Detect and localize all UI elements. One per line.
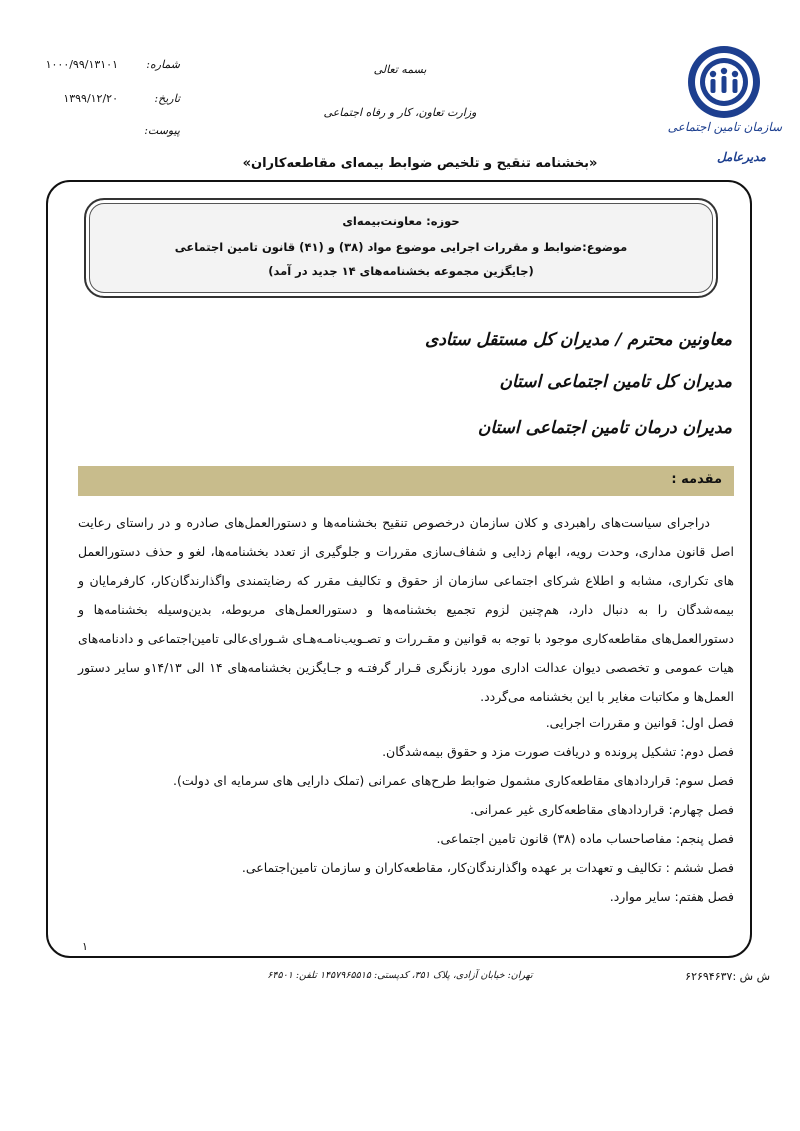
chapter-1: فصل اول: قوانین و مقررات اجرایی. bbox=[545, 715, 734, 730]
intro-heading-bar bbox=[78, 466, 734, 496]
social-security-logo-icon bbox=[686, 44, 762, 120]
subject-domain: حوزه: معاونت‌بیمه‌ای bbox=[342, 214, 460, 228]
salutation-line-1: معاونین محترم / مدیران کل مستقل ستادی bbox=[425, 330, 732, 350]
bismillah-text: بسمه تعالی bbox=[373, 63, 427, 76]
subject-note: (جایگزین مجموعه بخشنامه‌های ۱۴ جدید در آمد) bbox=[268, 264, 534, 278]
date-label: تاریخ: bbox=[154, 92, 180, 105]
chapter-6: فصل ششم : تکالیف و تعهدات بر عهده واگذارندگان‌کار، مقاطعه‌کاران و سازمان تامین‌اجتماعی. bbox=[241, 860, 734, 875]
director-label: مدیرعامل bbox=[716, 150, 766, 164]
salutation-line-3: مدیران درمان تامین اجتماعی استان bbox=[477, 418, 732, 438]
attachment-label: پیوست: bbox=[144, 124, 180, 137]
ministry-name: وزارت تعاون، کار و رفاه اجتماعی bbox=[323, 106, 477, 119]
document-title: «بخشنامه تنقیح و تلخیص ضوابط بیمه‌ای مقاطعه‌کاران» bbox=[242, 156, 598, 171]
intro-body bbox=[78, 508, 734, 711]
number-value: ۱۰۰۰/۹۹/۱۳۱۰۱ bbox=[45, 58, 118, 71]
subject-line: موضوع:ضوابط و مقررات اجرایی موضوع مواد (۳۸) و (۴۱) قانون تامین اجتماعی bbox=[174, 240, 628, 254]
chapter-3: فصل سوم: قراردادهای مقاطعه‌کاری مشمول ضوابط طرح‌های عمرانی (تملک دارایی های سرمایه ای دولت). bbox=[172, 773, 734, 788]
subject-box bbox=[84, 198, 718, 298]
org-name: سازمان تامین اجتماعی bbox=[667, 120, 782, 134]
date-value: ۱۳۹۹/۱۲/۲۰ bbox=[63, 92, 118, 105]
footer-ref: ش ش :۶۲۶۹۴۶۳۷ bbox=[685, 970, 770, 983]
intro-heading: مقدمه : bbox=[671, 472, 722, 487]
chapter-2: فصل دوم: تشکیل پرونده و دریافت صورت مزد و حقوق بیمه‌شدگان. bbox=[382, 744, 734, 759]
page-number: ۱ bbox=[82, 940, 88, 953]
chapter-7: فصل هفتم: سایر موارد. bbox=[609, 889, 734, 904]
number-label: شماره: bbox=[146, 58, 180, 71]
chapter-5: فصل پنجم: مفاصاحساب ماده (۳۸) قانون تامین اجتماعی. bbox=[436, 831, 734, 846]
intro-paragraph: دراجرای سیاست‌های راهبردی و کلان سازمان درخصوص تنقیح بخشنامه‌ها و دستورالعمل‌های صادره و در راستای رعایت اصل قانون مداری، وحدت رویه، ابهام زدایی و شفاف‌سازی مقررات و جلوگیری از تعدد بخشنامه‌ها، لغو و حذف دستورالعمل های تکراری، مشابه و اطلاع شرکای اجتماعی سازمان از حقوق و تکالیف مقرر که رضایتمندی واگذارندگان‌کار، کارفرمایان و بیمه‌شدگان را به دنبال دارد، هم‌چنین لزوم تجمیع بخشنامه‌ها و دستورالعمل‌های مربوطه، بدین‌وسیله بخشنامه‌ها و دستورالعمل‌های مقاطعه‌کاری موجود با توجه به قوانین و مقـررات و تصـویب‌نامـه‌هـای شـورای‌عالی تامین‌اجتماعی و دادنامه‌های هیات عمومی و تخصصی دیوان عدالت اداری مورد بازنگری قـرار گرفتـه و جـایگزین بخشنامه‌های ۱۴ الی ۱۴/۱۳و سایر دستور العمل‌ها و مکاتبات مغایر با این بخشنامه می‌گردد. bbox=[78, 515, 734, 704]
chapter-4: فصل چهارم: قراردادهای مقاطعه‌کاری غیر عمرانی. bbox=[470, 802, 734, 817]
salutation-line-2: مدیران کل تامین اجتماعی استان bbox=[499, 372, 732, 392]
footer-address: تهران: خیابان آزادی، پلاک ۳۵۱، کدپستی: ۱۴۵۷۹۶۵۵۱۵ تلفن: ۶۴۵۰۱ bbox=[267, 970, 533, 981]
